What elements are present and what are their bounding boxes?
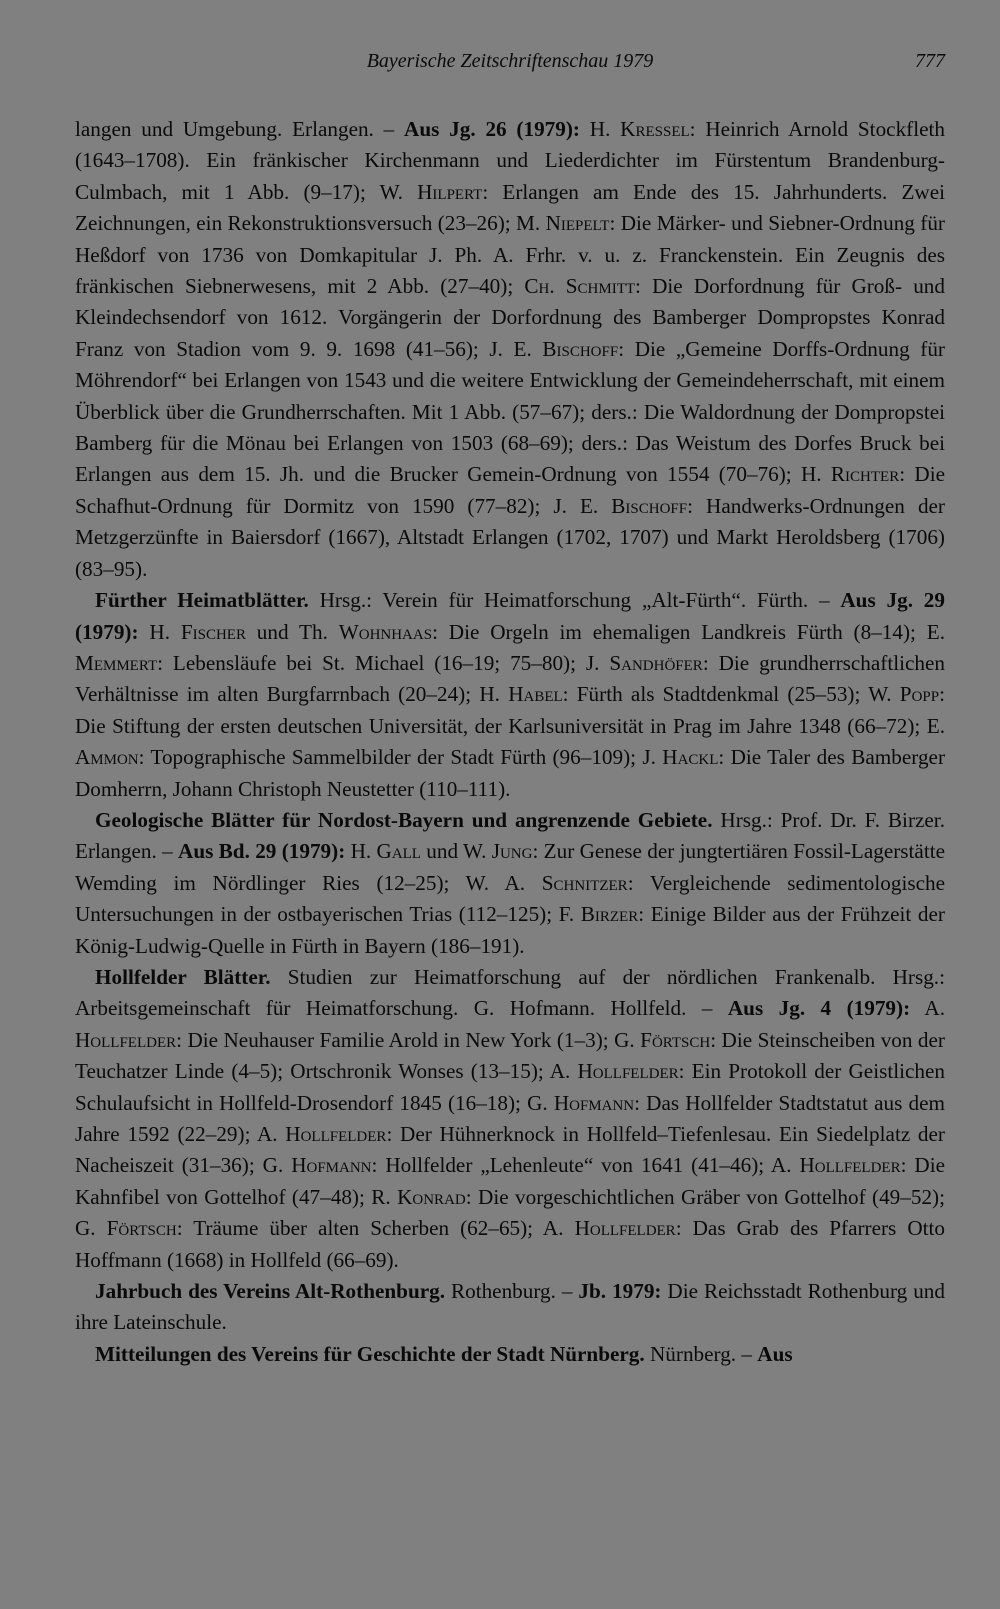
entry-fuerther-heimatblaetter bbox=[75, 585, 945, 805]
bold-run: Aus Jg. 29 (1979): bbox=[75, 588, 945, 644]
author-name: Förtsch bbox=[640, 1027, 711, 1052]
bold-run: Mitteilungen des Vereins für Geschichte der Stadt Nürnberg. bbox=[95, 1341, 645, 1366]
author-name: Hollfelder bbox=[574, 1216, 676, 1241]
text-run: : Die grundherrschaftlichen Verhältnisse im alten Burgfarrnbach (20–24); H. bbox=[75, 650, 945, 707]
bold-run: Aus Jg. 26 (1979): bbox=[404, 117, 580, 141]
bold-run: Fürther Heimatblätter. bbox=[95, 588, 309, 613]
author-name: Sandhöfer bbox=[609, 650, 703, 675]
bold-run: Aus Jg. 4 (1979): bbox=[727, 996, 911, 1021]
author-name: Hackl bbox=[662, 745, 719, 770]
text-run: Rothenburg. – bbox=[445, 1279, 579, 1304]
body-text bbox=[75, 114, 945, 1370]
entry-hollfelder-blaetter bbox=[75, 962, 945, 1276]
text-run: : Die Kahnfibel von Gottelhof (47–48); R. bbox=[75, 1153, 946, 1209]
text-run: : Die vorgeschichtlichen Gräber von Gottelhof (49–52); G. bbox=[75, 1184, 945, 1241]
text-run: : Die Neuhauser Familie Arold in New York (1–3); G. bbox=[176, 1027, 641, 1052]
text-run: : Das Hollfelder Stadtstatut aus dem Jahre 1592 (22–29); A. bbox=[75, 1090, 945, 1146]
author-name: Schnitzer bbox=[541, 870, 628, 895]
bold-run: Hollfelder Blätter. bbox=[95, 964, 271, 989]
author-name: Memmert bbox=[75, 650, 158, 675]
text-run: : Heinrich Arnold Stockfleth (1643–1708). Ein fränkischer Kirchenmann und Liederdichter im Fürstentum Brandenburg-Culmbach, mit 1 Abb. (9–17); W. bbox=[75, 117, 945, 204]
text-run: : Träume über alten Scherben (62–65); A. bbox=[176, 1216, 575, 1241]
author-name: Habel bbox=[508, 682, 563, 707]
text-run: : Handwerks-Ordnungen der Metzgerzünfte in Baiersdorf (1667), Altstadt Erlangen (1702, 1707) und Markt Heroldsberg (1706) (83–95). bbox=[75, 493, 945, 581]
text-run: : Die „Gemeine Dorffs-Ordnung für Möhrendorf“ bei Erlangen von 1543 und die weitere Entwicklung der Gemeindeherrschaft, mit einem Überblick über die Grundherrschaften. Mit 1 Abb. (57–67); ders.: Die Waldordnung der Dompropstei Bamberg für die Mönau bei Erlangen von 1503 (68–69); ders.: Das Weistum des Dorfes Bruck bei Erlangen aus dem 15. Jh. und die Brucker Gemein-Ordnung von 1554 (70–76); H. bbox=[75, 336, 945, 487]
text-run: : Fürth als Stadtdenkmal (25–53); W. bbox=[562, 682, 900, 707]
text-run: : Zur Genese der jungtertiären Fossil-Lagerstätte Wemding im Nördlinger Ries (12–25); W. A. bbox=[75, 839, 945, 895]
text-run: H. bbox=[579, 117, 621, 141]
page-number: 777 bbox=[915, 50, 945, 72]
bold-run: Aus bbox=[757, 1341, 793, 1366]
text-run: und W. bbox=[420, 839, 492, 864]
text-run: und Th. bbox=[245, 619, 339, 644]
author-name: Förtsch bbox=[106, 1216, 177, 1241]
author-name: Birzer bbox=[580, 902, 639, 927]
text-run: : Die Orgeln im ehemaligen Landkreis Fürth (8–14); E. bbox=[432, 619, 945, 644]
text-run: : Lebensläufe bei St. Michael (16–19; 75–80); J. bbox=[157, 650, 610, 675]
text-run: Nürnberg. – bbox=[644, 1341, 758, 1366]
text-run: : Die Märker- und Siebner-Ordnung für Heßdorf von 1736 von Domkapitular J. Ph. A. Frhr. v. u. z. Franckenstein. Ein Zeugnis des fränkischen Siebnerwesens, mit 2 Abb. (27–40); bbox=[75, 211, 945, 299]
author-name: Konrad bbox=[397, 1184, 466, 1209]
author-name: Gall bbox=[376, 839, 421, 864]
text-run: H. bbox=[345, 839, 377, 864]
entry-geologische-blaetter bbox=[75, 805, 945, 962]
text-run: : Topographische Sammelbilder der Stadt Fürth (96–109); J. bbox=[138, 745, 663, 770]
author-name: Niepelt bbox=[545, 211, 610, 236]
text-run: : Erlangen am Ende des 15. Jahrhunderts. Zwei Zeichnungen, ein Rekonstruktionsversuch (23–26); M. bbox=[75, 179, 946, 236]
text-run: : Ein Protokoll der Geistlichen Schulaufsicht in Hollfeld-Drosendorf 1845 (16–18); G. bbox=[75, 1059, 945, 1115]
text-run: A. bbox=[910, 996, 945, 1021]
author-name: Ammon bbox=[75, 745, 139, 770]
author-name: Hollfelder bbox=[577, 1059, 679, 1084]
author-name: Hollfelder bbox=[75, 1027, 177, 1052]
text-run: Hrsg.: Verein für Heimatforschung „Alt-Fürth“. Fürth. – bbox=[308, 588, 841, 613]
author-name: Ch. Schmitt bbox=[524, 274, 636, 299]
author-name: Bischoff bbox=[611, 493, 688, 518]
author-name: Kressel bbox=[620, 117, 690, 141]
text-run: : Die Dorfordnung für Groß- und Kleindechsendorf von 1612. Vorgängerin der Dorfordnung des Bamberger Dompropstes Konrad Franz von Stadion vom 9. 9. 1698 (41–56); J. E. bbox=[75, 274, 945, 361]
entry-erlangen-continued bbox=[75, 114, 945, 585]
author-name: Hofmann bbox=[291, 1153, 372, 1178]
bold-run: Jahrbuch des Vereins Alt-Rothenburg. bbox=[95, 1279, 446, 1304]
text-run: Die Reichsstadt Rothenburg und ihre Lateinschule. bbox=[75, 1279, 945, 1335]
text-run: : Einige Bilder aus der Frühzeit der König-Ludwig-Quelle in Fürth in Bayern (186–191). bbox=[75, 902, 945, 958]
author-name: Wohnhaas bbox=[338, 619, 433, 644]
author-name: Hollfelder bbox=[285, 1122, 387, 1146]
author-name: Bischoff bbox=[542, 336, 619, 361]
text-run: Studien zur Heimatforschung auf der nördlichen Frankenalb. Hrsg.: Arbeitsgemeinschaft für Heimatforschung. G. Hofmann. Hollfeld. – bbox=[75, 964, 945, 1021]
author-name: Hollfelder bbox=[799, 1153, 901, 1178]
text-run: : Die Schafhut-Ordnung für Dormitz von 1590 (77–82); J. E. bbox=[75, 462, 946, 518]
bold-run: Jb. 1979: bbox=[578, 1279, 662, 1304]
entry-jahrbuch-alt-rothenburg bbox=[75, 1276, 945, 1339]
author-name: Richter bbox=[830, 462, 900, 487]
text-run: : Das Grab des Pfarrers Otto Hoffmann (1668) in Hollfeld (66–69). bbox=[75, 1216, 945, 1272]
text-run: : Die Steinscheiben von der Teuchatzer Linde (4–5); Ortschronik Wonses (13–15); A. bbox=[75, 1027, 945, 1084]
text-run: : Vergleichende sedimentologische Untersuchungen in der ostbayerischen Trias (112–125); F. bbox=[75, 870, 945, 927]
text-run: : Die Taler des Bamberger Domherrn, Johann Christoph Neustetter (110–111). bbox=[75, 745, 945, 801]
author-name: Jung bbox=[491, 839, 533, 864]
bold-run: Geologische Blätter für Nordost-Bayern und angrenzende Gebiete. bbox=[95, 807, 713, 832]
author-name: Popp bbox=[899, 682, 940, 707]
author-name: Hofmann bbox=[553, 1090, 635, 1115]
text-run: Hrsg.: Prof. Dr. F. Birzer. Erlangen. – bbox=[75, 807, 945, 864]
text-run: : Die Stiftung der ersten deutschen Universität, der Karlsuniversität in Prag im Jahre 1348 (66–72); E. bbox=[75, 682, 945, 738]
running-title: Bayerische Zeitschriftenschau 1979 bbox=[366, 50, 654, 72]
text-run: H. bbox=[138, 619, 181, 644]
author-name: Fischer bbox=[180, 619, 246, 644]
text-run: : Hollfelder „Lehenleute“ von 1641 (41–46); A. bbox=[371, 1153, 800, 1178]
running-header bbox=[75, 50, 945, 84]
text-run: : Der Hühnerknock in Hollfeld–Tiefenlesau. Ein Siedelplatz der Nacheiszeit (31–36); G. bbox=[75, 1122, 945, 1178]
author-name: Hilpert bbox=[417, 179, 483, 204]
entry-mitteilungen-nuernberg bbox=[75, 1339, 945, 1370]
bold-run: Aus Bd. 29 (1979): bbox=[178, 839, 346, 864]
text-run: langen und Umgebung. Erlangen. – bbox=[75, 117, 405, 141]
